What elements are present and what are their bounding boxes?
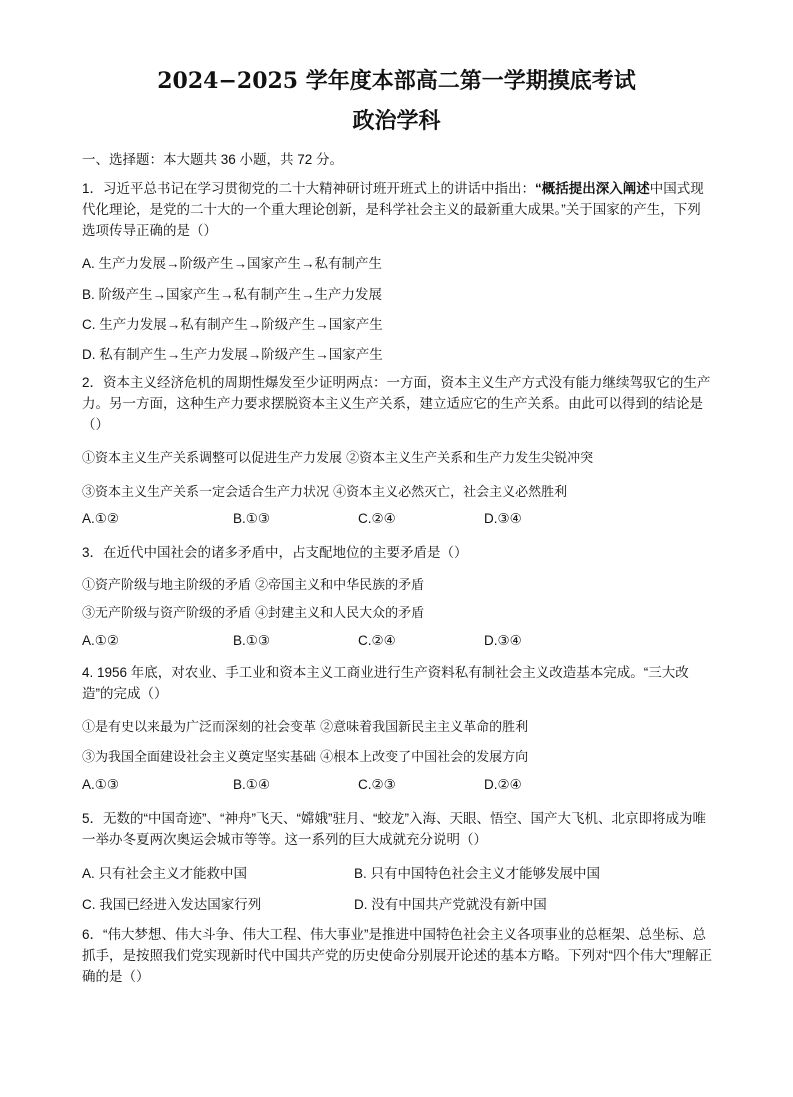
question-4-option-b: B.①④ xyxy=(233,777,270,792)
question-4: 4. 1956 年底，对农业、手工业和资本主义工商业进行生产资料私有制社会主义改造基本完成。“三大改造”的完成（） xyxy=(82,665,689,701)
question-2-statements-1: ①资本主义生产关系调整可以促进生产力发展 ②资本主义生产关系和生产力发生尖锐冲突 xyxy=(82,451,594,466)
exam-title: 2024−2025 学年度本部高二第一学期摸底考试 xyxy=(157,68,636,94)
question-2: 2．资本主义经济危机的周期性爆发至少证明两点：一方面，资本主义生产方式没有能力继续驾驭它的生产力。另一方面，这种生产力要求摆脱资本主义生产关系，建立适应它的生产关系。由此可以得到的结论是（） xyxy=(82,375,711,432)
question-1-option-a: A. 生产力发展→阶级产生→国家产生→私有制产生 xyxy=(82,256,383,271)
question-4-option-a: A.①③ xyxy=(82,777,119,792)
question-1-rest: 中国式现代化理论，是党的二十大的一个重大理论创新，是科学社会主义的最新重大成果。”关于国家的产生，下列选项传导正确的是（） xyxy=(82,181,704,238)
question-1 xyxy=(82,178,712,241)
question-4-statements-2: ③为我国全面建设社会主义奠定坚实基础 ④根本上改变了中国社会的发展方向 xyxy=(82,750,529,765)
question-4-statements-1: ①是有史以来最为广泛而深刻的社会变革 ②意味着我国新民主主义革命的胜利 xyxy=(82,720,529,735)
subject-title: 政治学科 xyxy=(352,108,441,134)
question-2-option-a: A.①② xyxy=(82,511,119,526)
question-1-option-b: B. 阶级产生→国家产生→私有制产生→生产力发展 xyxy=(82,287,383,302)
question-3: 3．在近代中国社会的诸多矛盾中，占支配地位的主要矛盾是（） xyxy=(82,545,468,560)
question-3-option-b: B.①③ xyxy=(233,633,270,648)
question-3-statements-1: ①资产阶级与地主阶级的矛盾 ②帝国主义和中华民族的矛盾 xyxy=(82,578,425,593)
question-3-option-a: A.①② xyxy=(82,633,119,648)
question-1-quote: “概括提出深入阐述 xyxy=(535,181,650,196)
question-5-option-b: B. 只有中国特色社会主义才能够发展中国 xyxy=(354,866,601,881)
question-4-option-c: C.②③ xyxy=(358,777,396,792)
question-1-option-d: D. 私有制产生→生产力发展→阶级产生→国家产生 xyxy=(82,347,383,362)
question-1-option-c: C. 生产力发展→私有制产生→阶级产生→国家产生 xyxy=(82,317,383,332)
question-1-lead: 1．习近平总书记在学习贯彻党的二十大精神研讨班开班式上的讲话中指出： xyxy=(82,181,536,196)
question-3-option-c: C.②④ xyxy=(358,633,396,648)
section-heading: 一、选择题：本大题共 36 小题，共 72 分。 xyxy=(82,152,344,167)
question-5-option-d: D. 没有中国共产党就没有新中国 xyxy=(354,897,547,912)
question-2-option-b: B.①③ xyxy=(233,511,270,526)
question-5-option-a: A. 只有社会主义才能救中国 xyxy=(82,866,248,881)
question-4-option-d: D.②④ xyxy=(484,777,522,792)
question-6: 6．“伟大梦想、伟大斗争、伟大工程、伟大事业”是推进中国特色社会主义各项事业的总框架、总坐标、总抓手，是按照我们党实现新时代中国共产党的历史使命分别展开论述的基本方略。下列对“四个伟大”理解正确的是（） xyxy=(82,927,712,984)
question-2-statements-2: ③资本主义生产关系一定会适合生产力状况 ④资本主义必然灭亡，社会主义必然胜利 xyxy=(82,485,568,500)
question-3-option-d: D.③④ xyxy=(484,633,522,648)
question-2-option-c: C.②④ xyxy=(358,511,396,526)
question-5: 5．无数的“中国奇迹”、“神舟”飞天、“嫦娥”驻月、“蛟龙”入海、天眼、悟空、国产大飞机、北京即将成为唯一举办冬夏两次奥运会城市等等。这一系列的巨大成就充分说明（） xyxy=(82,811,706,847)
question-2-option-d: D.③④ xyxy=(484,511,522,526)
question-3-statements-2: ③无产阶级与资产阶级的矛盾 ④封建主义和人民大众的矛盾 xyxy=(82,606,425,621)
question-5-option-c: C. 我国已经进入发达国家行列 xyxy=(82,897,262,912)
